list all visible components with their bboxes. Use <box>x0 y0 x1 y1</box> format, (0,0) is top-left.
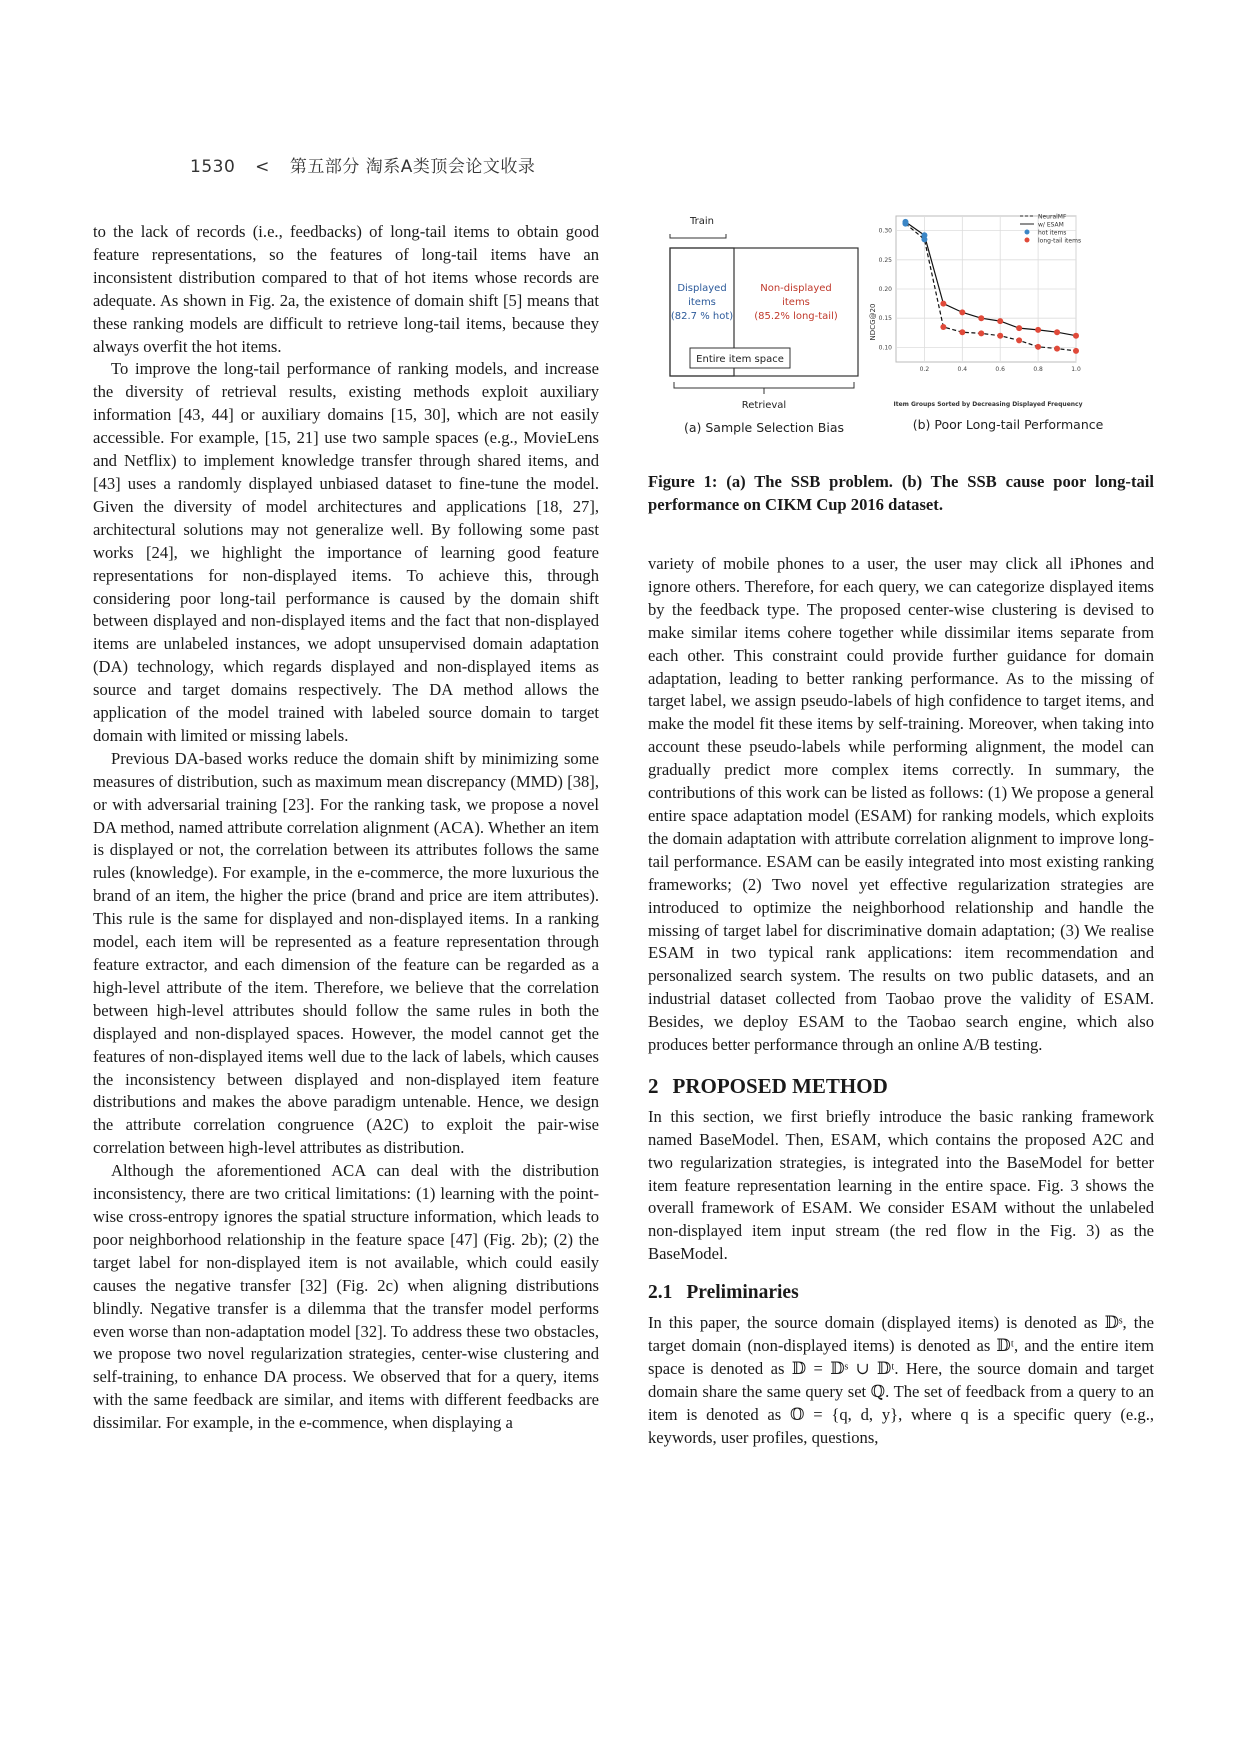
data-point-long-tail <box>959 309 965 315</box>
displayed-label-2: items <box>688 297 716 308</box>
right-column <box>648 553 1154 1450</box>
figure-b-chart <box>869 214 1104 433</box>
data-point-long-tail <box>1073 333 1079 339</box>
y-tick-label: 0.25 <box>878 256 892 264</box>
data-point-long-tail <box>1016 337 1022 343</box>
data-point-long-tail <box>978 330 984 336</box>
x-tick-label: 0.2 <box>919 366 930 373</box>
y-tick-label: 0.10 <box>878 344 892 352</box>
non-displayed-label-3: (85.2% long-tail) <box>754 311 838 322</box>
data-point-long-tail <box>1054 346 1060 352</box>
data-point-hot <box>902 219 908 225</box>
x-tick-label: 0.4 <box>957 366 968 373</box>
displayed-label-1: Displayed <box>677 283 727 294</box>
header-section: 第五部分 淘系A类顶会论文收录 <box>289 157 536 177</box>
paragraph: Previous DA-based works reduce the domain shift by minimizing some measures of distribution, such as maximum mean discrepancy (MMD) [38], or with adversarial training [23]. For the ranking task, we propose a novel DA method, named attribute correlation alignment (ACA). Whether an item is displayed or not, the correlation between its attributes follows the same rules (knowledge). For example, in the e-commerce, the more luxurious the brand of an item, the higher the price (brand and price are item attributes). This rule is the same for displayed and non-displayed items. In a ranking model, each item will be represented as a feature representation through feature extractor, and each dimension of the feature can be regarded as a high-level attribute of the item. Therefore, we believe that the correlation between high-level attributes should follow the same rules in both the displayed and non-displayed spaces. However, the model cannot get the features of non-displayed items well due to the lack of labels, which causes the inconsistency between displayed and non-displayed item feature distributions and makes the above paradigm untenable. Hence, we design the attribute correlation congruence (A2C) to exploit the pair-wise correlation between high-level attributes as distribution. <box>93 748 599 1158</box>
paragraph: To improve the long-tail performance of ranking models, and increase the diversity of retrieval results, existing methods exploit auxiliary information [43, 44] or auxiliary domains [15, 30], which are not easily accessible. For example, [15, 21] use two sample spaces (e.g., MovieLens and Netflix) to implement knowledge transfer through shared items, and [43] uses a randomly displayed unbiased dataset to fine-tune the model. Given the diversity of model architectures and applications [18, 27], architectural solutions may not generalize well. By following some past works [24], we highlight the importance of learning good feature representations for non-displayed items. To achieve this, through considering poor long-tail performance is caused by the domain shift between displayed and non-displayed items and the fact that non-displayed items are unlabeled instances, we adopt unsupervised domain adaptation (DA) technology, which regards displayed and non-displayed items as source and target domains respectively. The DA method allows the application of the model trained with labeled source domain to target domain with limited or missing labels. <box>93 359 599 745</box>
non-displayed-label-1: Non-displayed <box>760 283 832 294</box>
data-point-long-tail <box>997 333 1003 339</box>
left-column <box>93 221 599 1435</box>
subsection-heading <box>648 1282 1154 1305</box>
subsection-number: 2.1 <box>648 1282 673 1304</box>
legend-hot: hot items <box>1038 229 1067 237</box>
y-tick-label: 0.20 <box>878 286 892 293</box>
x-tick-label: 1.0 <box>1071 366 1081 373</box>
figure-a-caption: (a) Sample Selection Bias <box>683 420 845 435</box>
x-tick-label: 0.6 <box>995 366 1005 373</box>
legend-hot-marker <box>1025 230 1030 235</box>
figure-a <box>670 216 858 435</box>
retrieval-label: Retrieval <box>741 400 787 411</box>
paragraph: In this section, we first briefly introduce the basic ranking framework named BaseModel. Then, ESAM, which contains the proposed A2C and two regularization strategies, is integrated into the BaseModel for better item feature representation learning in the entire space. Fig. 3 shows the overall framework of ESAM. We consider ESAM without the unlabeled non-displayed item input stream (the red flow in the Fig. 3) as the BaseModel. <box>648 1106 1154 1264</box>
data-point-long-tail <box>1035 327 1041 333</box>
legend-longtail-marker <box>1025 238 1030 243</box>
y-tick-label: 0.30 <box>878 227 892 235</box>
retrieval-bracket <box>674 382 854 394</box>
data-point-long-tail <box>959 329 965 335</box>
subsection-title: Preliminaries <box>686 1282 799 1304</box>
y-tick-label: 0.15 <box>878 315 892 323</box>
data-point-long-tail <box>997 318 1003 324</box>
figure-svg <box>648 212 1154 472</box>
legend-neuralmf: NeuralMF <box>1038 213 1067 221</box>
figure-1 <box>648 212 1154 482</box>
paragraph: Although the aforementioned ACA can deal with the distribution inconsistency, there are two critical limitations: (1) learning with the point-wise cross-entropy ignores the spatial structure information, which leads to poor neighborhood relationship in the feature space [47] (Fig. 2b); (2) the target label for non-displayed item is not available, which could easily causes the negative transfer [32] (Fig. 2c) when aligning distributions blindly. Negative transfer is a dilemma that the transfer model performs even worse than non-adaptation model [32]. To address these two obstacles, we propose two novel regularization strategies, center-wise clustering and self-training, to enhance DA process. We observed that for a query, items with the same feedback are similar, and items with different feedbacks are dissimilar. For example, in the e-commence, when displaying a <box>93 1161 599 1433</box>
legend-esam: w/ ESAM <box>1038 221 1064 229</box>
x-axis-label: Item Groups Sorted by Decreasing Displayed Frequency <box>893 401 1083 408</box>
paragraph: In this paper, the source domain (displayed items) is denoted as 𝔻ˢ, the target domain (non-displayed items) is denoted as 𝔻ᵗ, and the entire item space is denoted as 𝔻 = 𝔻ˢ ∪ 𝔻ᵗ. Here, the source domain and target domain share the same query set ℚ. The set of feedback from a query to an item is denoted as 𝕆 = {q, d, y}, where q is a specific query (e.g., keywords, user profiles, questions, <box>648 1313 1154 1447</box>
data-point-long-tail <box>1035 344 1041 350</box>
entire-item-space-label: Entire item space <box>696 354 784 365</box>
data-point-hot <box>921 232 927 238</box>
paragraph: variety of mobile phones to a user, the user may click all iPhones and ignore others. Therefore, for each query, we can categorize displayed items by the feedback type. The proposed center-wise clustering is devised to make similar items cohere together while dissimilar items separate from each other. This constraint could provide further guidance for domain adaptation, leading to better ranking performance. As to the missing of target label, we assign pseudo-labels of high confidence to target items, and make the model fit these items by self-training. Moreover, when taking into account these pseudo-labels while performing alignment, the model can gradually predict more complex items correctly. In summary, the contributions of this work can be listed as follows: (1) We propose a general entire space adaptation model (ESAM) for ranking models, which exploits the domain adaptation with attribute correlation alignment to improve long-tail performance. ESAM can be easily integrated into most existing ranking frameworks; (2) Two novel yet effective regularization strategies are introduced to optimize the neighborhood relationship and handle the missing of target label for discriminative domain adaptation; (3) We realise ESAM in two typical rank applications: item recommendation and personalized search system. The results on two public datasets, and an industrial dataset collected from Taobao prove the validity of ESAM. Besides, we deploy ESAM to the Taobao search engine, which also produces better performance through an online A/B testing. <box>648 554 1154 1055</box>
figure-b-caption: (b) Poor Long-tail Performance <box>912 417 1104 432</box>
data-point-long-tail <box>1054 329 1060 335</box>
data-point-long-tail <box>1016 325 1022 331</box>
non-displayed-label-2: items <box>782 297 810 308</box>
header-separator: < <box>255 157 270 177</box>
train-bracket <box>670 234 726 238</box>
section-heading <box>648 1075 1154 1098</box>
section-number: 2 <box>648 1073 659 1098</box>
data-point-long-tail <box>940 301 946 307</box>
section-title: PROPOSED METHOD <box>672 1073 888 1098</box>
train-label: Train <box>690 216 714 227</box>
x-tick-label: 0.8 <box>1033 366 1043 373</box>
figure-caption: Figure 1: (a) The SSB problem. (b) The SSB cause poor long-tail performance on CIKM Cup 2016 dataset. <box>648 472 1154 514</box>
legend-longtail: long-tail items <box>1038 237 1082 245</box>
data-point-long-tail <box>978 315 984 321</box>
page-number: 1530 <box>190 157 236 177</box>
y-axis-label: NDCG@20 <box>869 303 877 341</box>
paragraph: to the lack of records (i.e., feedbacks) of long-tail items to obtain good feature representations, so the features of long-tail items have an inconsistent distribution compared to that of hot items whose records are adequate. As shown in Fig. 2a, the existence of domain shift [5] means that these ranking models are difficult to retrieve long-tail items, because they always overfit the hot items. <box>93 222 599 356</box>
displayed-label-3: (82.7 % hot) <box>670 311 734 322</box>
page-header <box>190 152 549 177</box>
data-point-long-tail <box>1073 348 1079 354</box>
data-point-long-tail <box>940 324 946 330</box>
